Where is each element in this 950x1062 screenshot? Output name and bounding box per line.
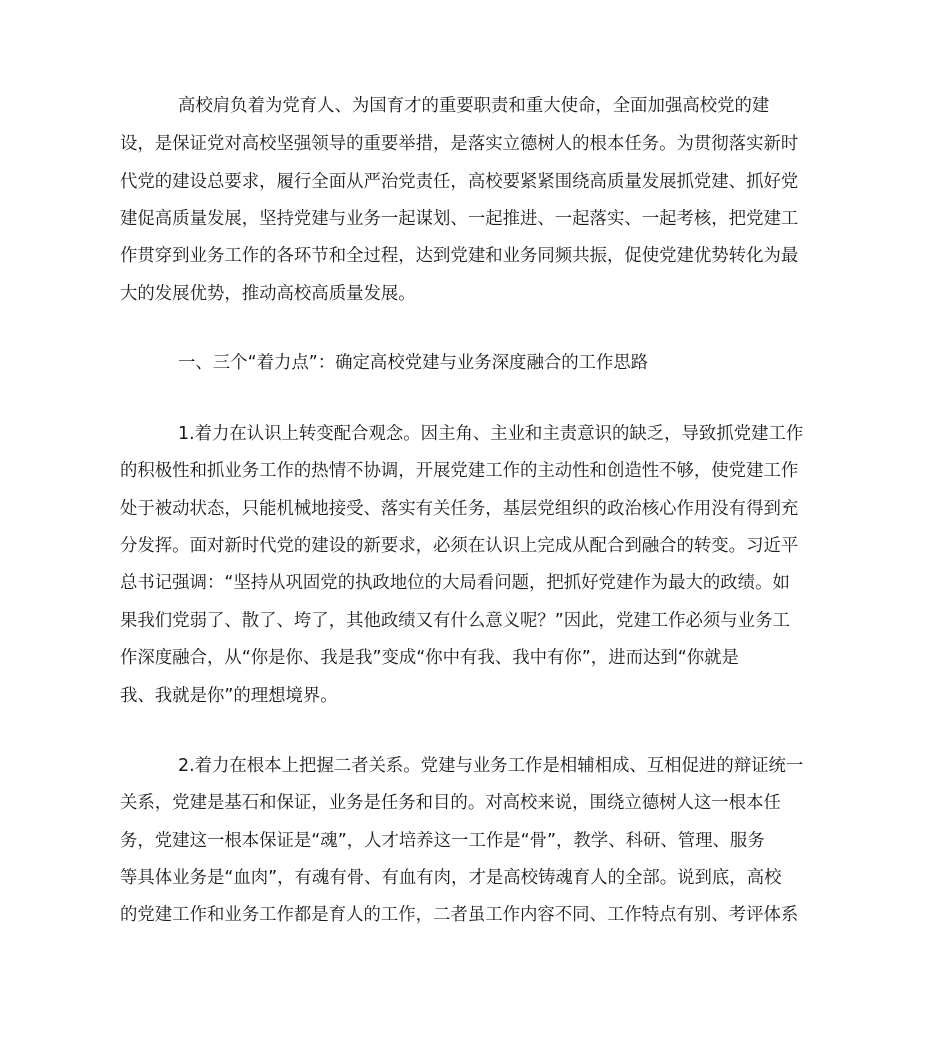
intro-line: 代党的建设总要求，履行全面从严治党责任，高校要紧紧围绕高质量发展抓党建、抓好党 [120, 172, 799, 192]
intro-line: 建促高质量发展，坚持党建与业务一起谋划、一起推进、一起落实、一起考核，把党建工 [120, 209, 799, 229]
point1-line: 分发挥。面对新时代党的建设的新要求，必须在认识上完成从配合到融合的转变。习近平 [120, 536, 799, 556]
point2-line: 等具体业务是“血肉”，有魂有骨、有血有肉，才是高校铸魂育人的全部。说到底，高校 [120, 868, 782, 888]
point1-line: 作深度融合，从“你是你、我是我”变成“你中有我、我中有你”，进而达到“你就是 [120, 648, 739, 668]
point1-line: 果我们党弱了、散了、垮了，其他政绩又有什么意义呢？”因此，党建工作必须与业务工 [120, 611, 790, 631]
intro-line: 高校肩负着为党育人、为国育才的重要职责和重大使命，全面加强高校党的建 [178, 96, 770, 116]
point1-line: 的积极性和抓业务工作的热情不协调，开展党建工作的主动性和创造性不够，使党建工作 [120, 461, 799, 481]
point2-line: 的党建工作和业务工作都是育人的工作，二者虽工作内容不同、工作特点有别、考评体系 [120, 905, 799, 925]
intro-line: 作贯穿到业务工作的各环节和全过程，达到党建和业务同频共振，促使党建优势转化为最 [120, 246, 799, 266]
intro-line: 大的发展优势，推动高校高质量发展。 [120, 284, 416, 304]
point1-line: 1.着力在认识上转变配合观念。因主角、主业和主责意识的缺乏，导致抓党建工作 [178, 424, 804, 444]
point1-line: 我、我就是你”的理想境界。 [120, 686, 338, 706]
point1-line: 处于被动状态，只能机械地接受、落实有关任务，基层党组织的政治核心作用没有得到充 [120, 499, 799, 519]
point2-line: 务，党建这一根本保证是“魂”，人才培养这一工作是“骨”，教学、科研、管理、服务 [120, 831, 765, 851]
point2-line: 关系，党建是基石和保证，业务是任务和目的。对高校来说，围绕立德树人这一根本任 [120, 793, 781, 813]
section-heading: 一、三个“着力点”：确定高校党建与业务深度融合的工作思路 [178, 353, 649, 373]
intro-line: 设，是保证党对高校坚强领导的重要举措，是落实立德树人的根本任务。为贯彻落实新时 [120, 134, 799, 154]
point1-line: 总书记强调：“坚持从巩固党的执政地位的大局看问题，把抓好党建作为最大的政绩。如 [120, 573, 790, 593]
point2-line: 2.着力在根本上把握二者关系。党建与业务工作是相辅相成、互相促进的辩证统一 [178, 756, 804, 776]
